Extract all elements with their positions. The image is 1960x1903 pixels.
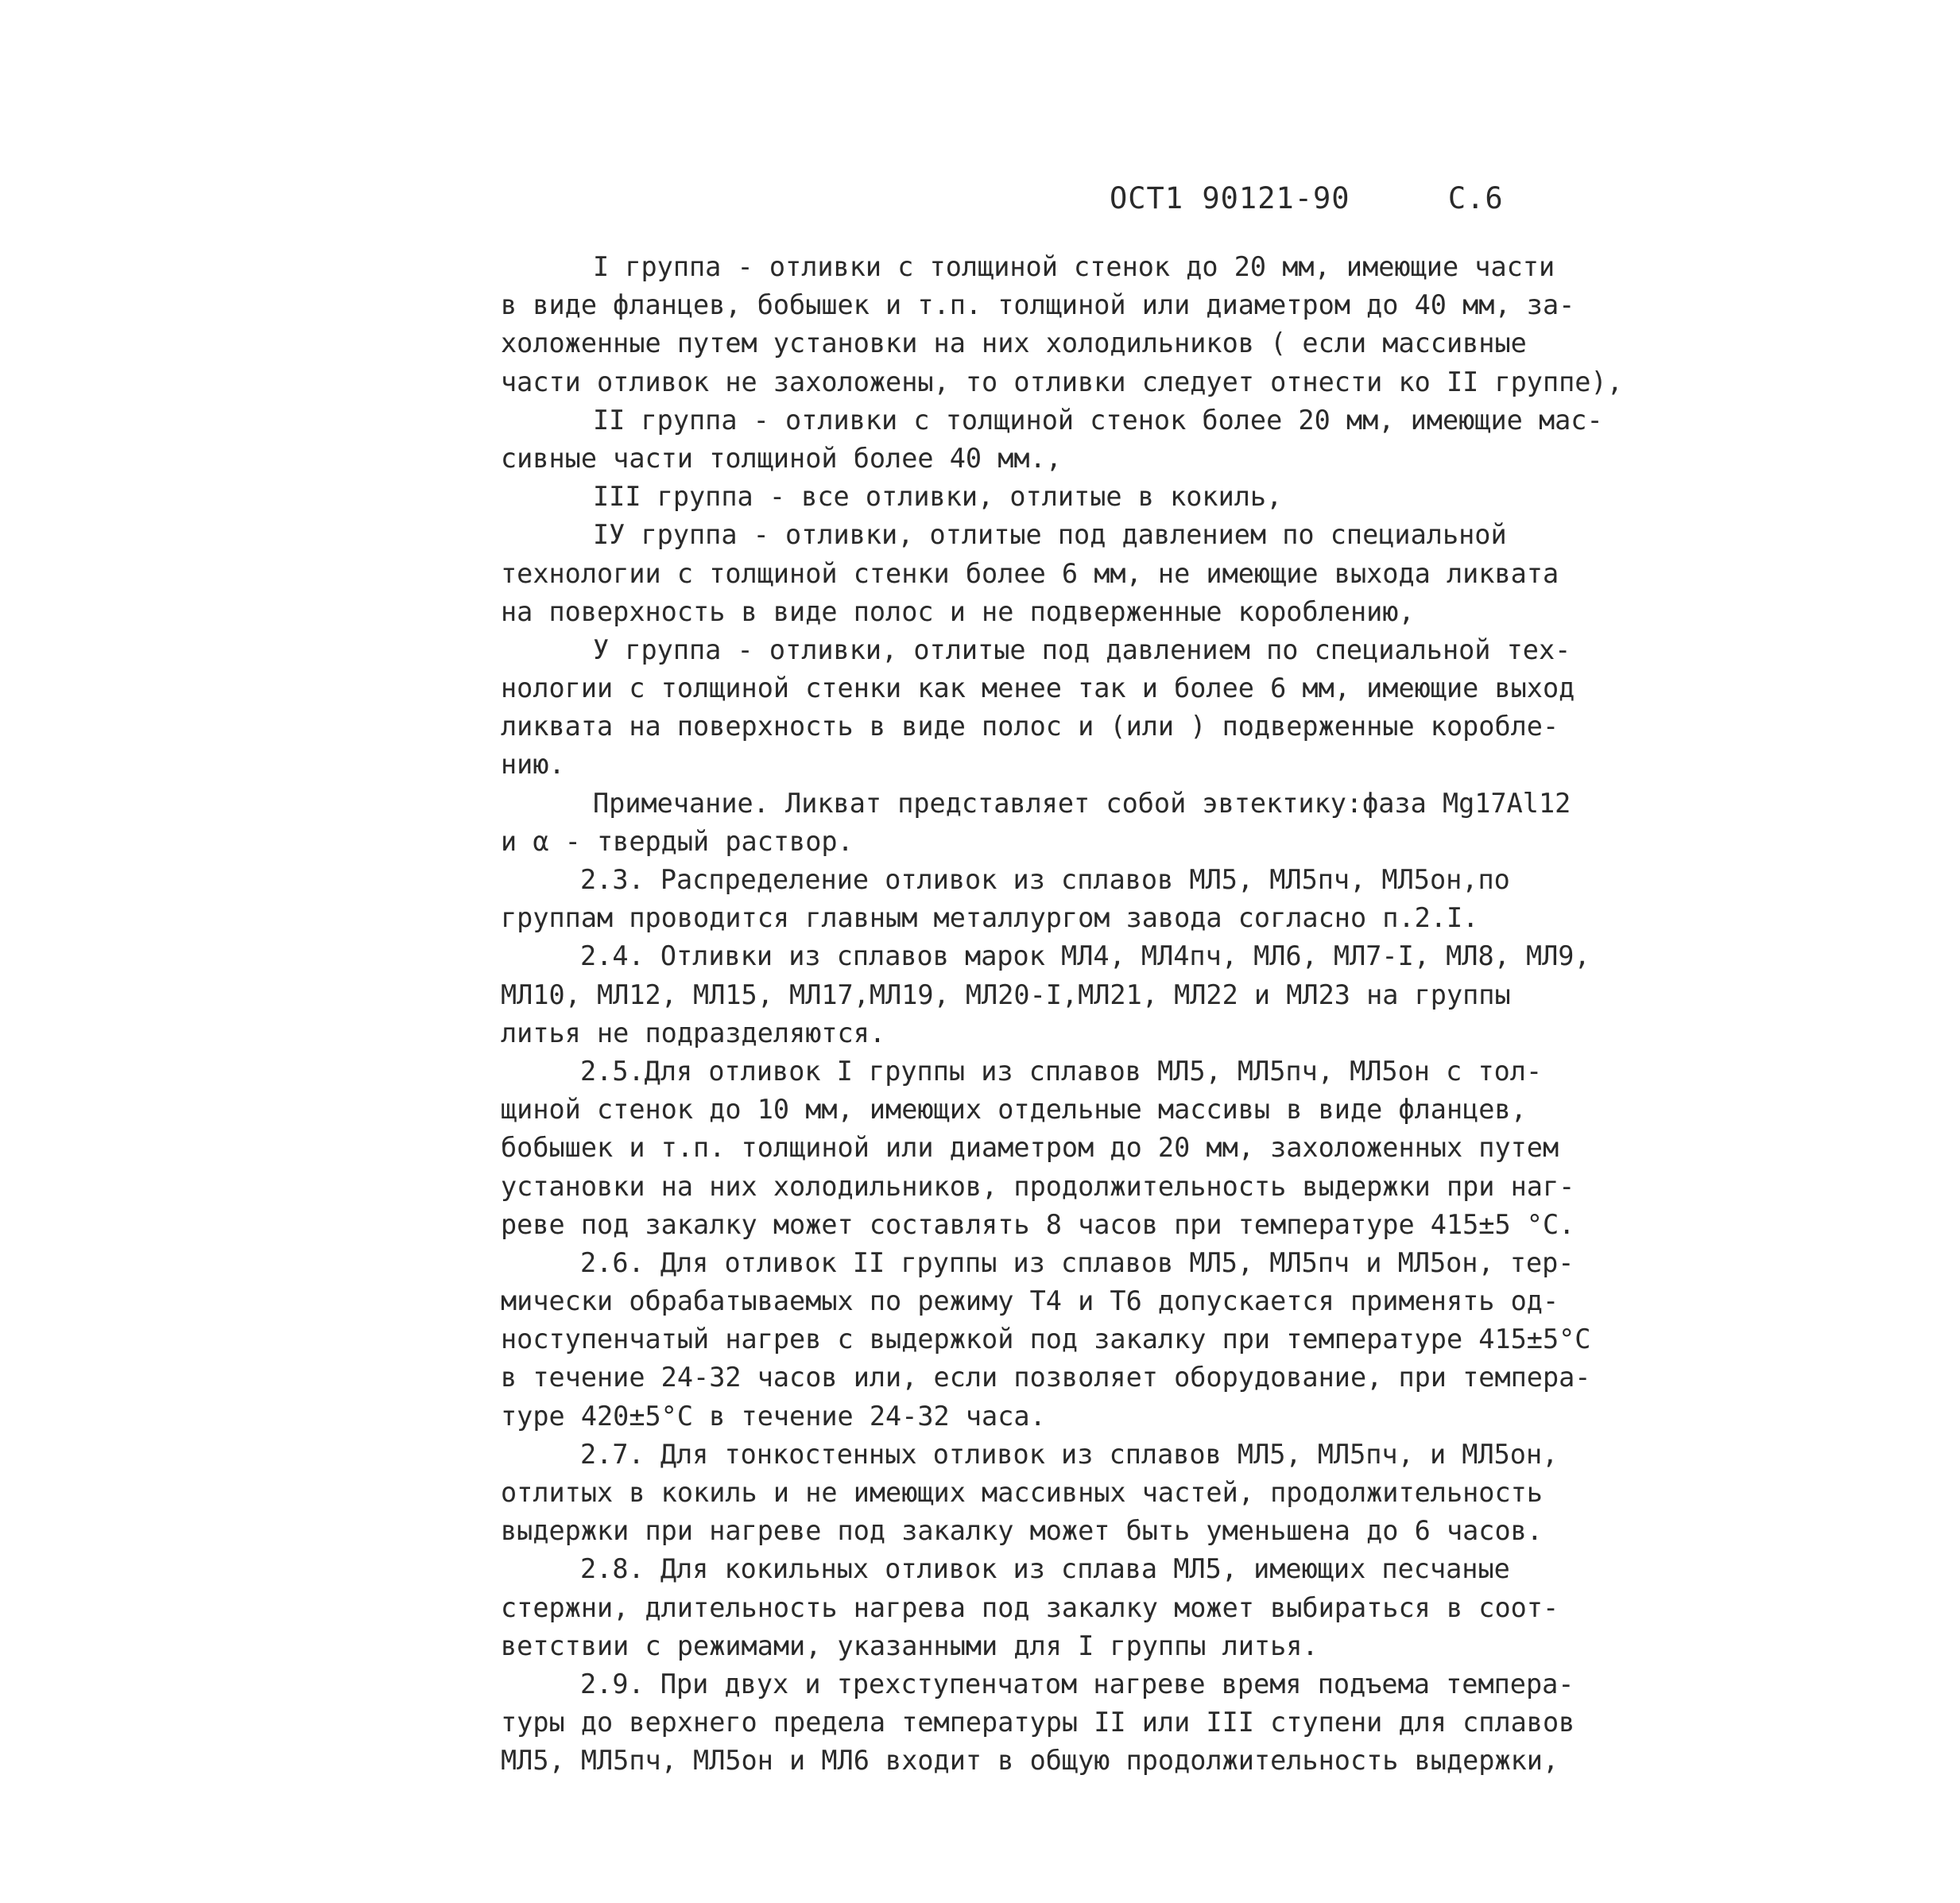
text-line: II группа - отливки с толщиной стенок более 20 мм, имеющие мас- <box>593 404 1603 436</box>
text-line: туре 420±5°C в течение 24-32 часа. <box>501 1400 1046 1432</box>
text-line: технологии с толщиной стенки более 6 мм, не имеющие выхода ликвата <box>501 557 1559 589</box>
text-line: ноступенчатый нагрев с выдержкой под закалку при температуре 415±5°C <box>501 1324 1591 1355</box>
text-line: ликвата на поверхность в виде полос и (или ) подверженные коробле- <box>501 711 1559 742</box>
text-line: щиной стенок до 10 мм, имеющих отдельные массивы в виде фланцев, <box>501 1094 1527 1126</box>
text-line: МЛ5, МЛ5пч, МЛ5он и МЛ6 входит в общую продолжительность выдержки, <box>501 1745 1559 1777</box>
text-line: группам проводится главным металлургом завода согласно п.2.I. <box>501 902 1479 934</box>
text-line: туры до верхнего предела температуры II или III ступени для сплавов <box>501 1707 1575 1738</box>
text-line: части отливок не захоложены, то отливки следует отнести ко II группе), <box>501 366 1623 397</box>
text-line: Примечание. Ликват представляет собой эвтектику:фаза Mg17Al12 <box>593 787 1571 819</box>
text-line: 2.8. Для кокильных отливок из сплава МЛ5, имеющих песчаные <box>580 1553 1510 1585</box>
text-line: 2.4. Отливки из сплавов марок МЛ4, МЛ4пч, МЛ6, МЛ7-I, МЛ8, МЛ9, <box>580 940 1590 972</box>
document-code: ОСТ1 90121-90 <box>1110 181 1350 215</box>
text-line: в течение 24-32 часов или, если позволяет оборудование, при темпера- <box>501 1362 1591 1393</box>
text-line: I группа - отливки с толщиной стенок до 20 мм, имеющие части <box>593 251 1555 282</box>
text-line: У группа - отливки, отлитые под давлением по специальной тех- <box>593 634 1571 665</box>
text-line: выдержки при нагреве под закалку может быть уменьшена до 6 часов. <box>501 1515 1543 1547</box>
text-line: 2.7. Для тонкостенных отливок из сплавов МЛ5, МЛ5пч, и МЛ5он, <box>580 1438 1559 1470</box>
text-line: литья не подразделяются. <box>501 1017 886 1048</box>
text-line: 2.3. Распределение отливок из сплавов МЛ5, МЛ5пч, МЛ5он,по <box>580 864 1510 895</box>
document-body <box>501 248 1623 1781</box>
text-line: реве под закалку может составлять 8 часов при температуре 415±5 °C. <box>501 1208 1575 1240</box>
text-line: и α - твердый раствор. <box>501 825 854 857</box>
text-line: отлитых в кокиль и не имеющих массивных частей, продолжительность <box>501 1477 1543 1508</box>
text-line: 2.5.Для отливок I группы из сплавов МЛ5, МЛ5пч, МЛ5он с тол- <box>580 1055 1543 1087</box>
text-line: ветствии с режимами, указанными для I группы литья. <box>501 1630 1319 1661</box>
text-line: нию. <box>501 749 565 781</box>
text-line: нологии с толщиной стенки как менее так и более 6 мм, имеющие выход <box>501 672 1575 704</box>
page-header <box>1110 181 1504 215</box>
text-line: холоженные путем установки на них холодильников ( если массивные <box>501 328 1527 359</box>
text-line: сивные части толщиной более 40 мм., <box>501 442 1062 474</box>
text-line: в виде фланцев, бобышек и т.п. толщиной или диаметром до 40 мм, за- <box>501 289 1575 321</box>
text-line: на поверхность в виде полос и не подверженные короблению, <box>501 595 1415 627</box>
page-number: С.6 <box>1447 181 1504 215</box>
text-line: III группа - все отливки, отлитые в кокиль, <box>593 481 1283 513</box>
text-line: МЛ10, МЛ12, МЛ15, МЛ17,МЛ19, МЛ20-I,МЛ21, МЛ22 и МЛ23 на группы <box>501 979 1511 1010</box>
text-line: установки на них холодильников, продолжительность выдержки при наг- <box>501 1170 1575 1202</box>
text-line: стержни, длительность нагрева под закалку может выбираться в соот- <box>501 1591 1559 1623</box>
text-line: бобышек и т.п. толщиной или диаметром до 20 мм, захоложенных путем <box>501 1132 1559 1164</box>
text-line: 2.6. Для отливок II группы из сплавов МЛ5, МЛ5пч и МЛ5он, тер- <box>580 1246 1575 1278</box>
text-line: 2.9. При двух и трехступенчатом нагреве время подъема темпера- <box>580 1668 1575 1700</box>
text-line: мически обрабатываемых по режиму Т4 и Т6 допускается применять од- <box>501 1285 1559 1317</box>
text-line: IУ группа - отливки, отлитые под давлением по специальной <box>593 519 1507 551</box>
